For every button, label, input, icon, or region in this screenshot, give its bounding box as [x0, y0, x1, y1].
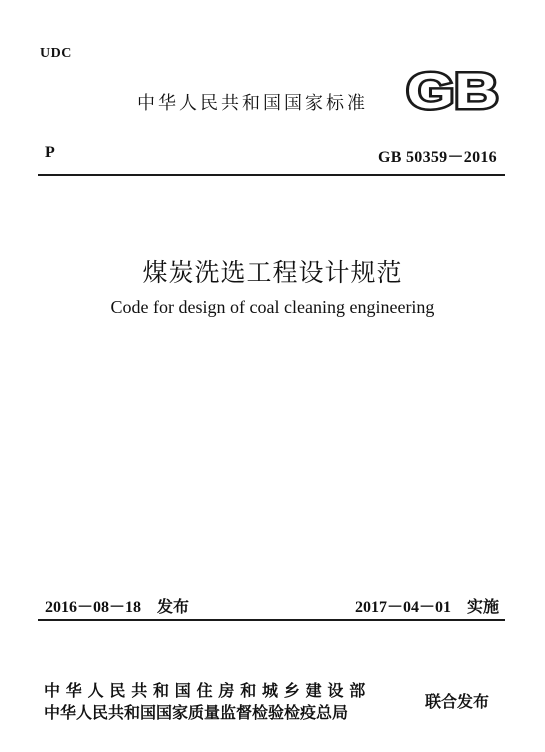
issue-date: 2016－08－18 发布 — [45, 599, 190, 616]
document-title-english: Code for design of coal cleaning engineering — [110, 297, 435, 317]
category-code: P — [45, 144, 55, 161]
national-standard-label: 中华人民共和国国家标准 — [137, 93, 368, 114]
svg-text:GB: GB — [406, 64, 499, 112]
implementation-date: 2017－04－01 实施 — [354, 599, 499, 616]
issuer-ministry: 中华人民共和国住房和城乡建设部 — [44, 681, 372, 700]
issuer-administration: 中华人民共和国国家质量监督检验检疫总局 — [44, 703, 349, 722]
header-divider — [38, 174, 505, 176]
footer-divider — [38, 619, 505, 621]
gb-logo — [405, 64, 500, 112]
document-title-chinese: 煤炭洗选工程设计规范 — [142, 258, 403, 287]
standard-number: GB 50359－2016 — [377, 149, 497, 166]
joint-issue-label: 联合发布 — [425, 692, 490, 711]
udc-label: UDC — [40, 46, 72, 61]
